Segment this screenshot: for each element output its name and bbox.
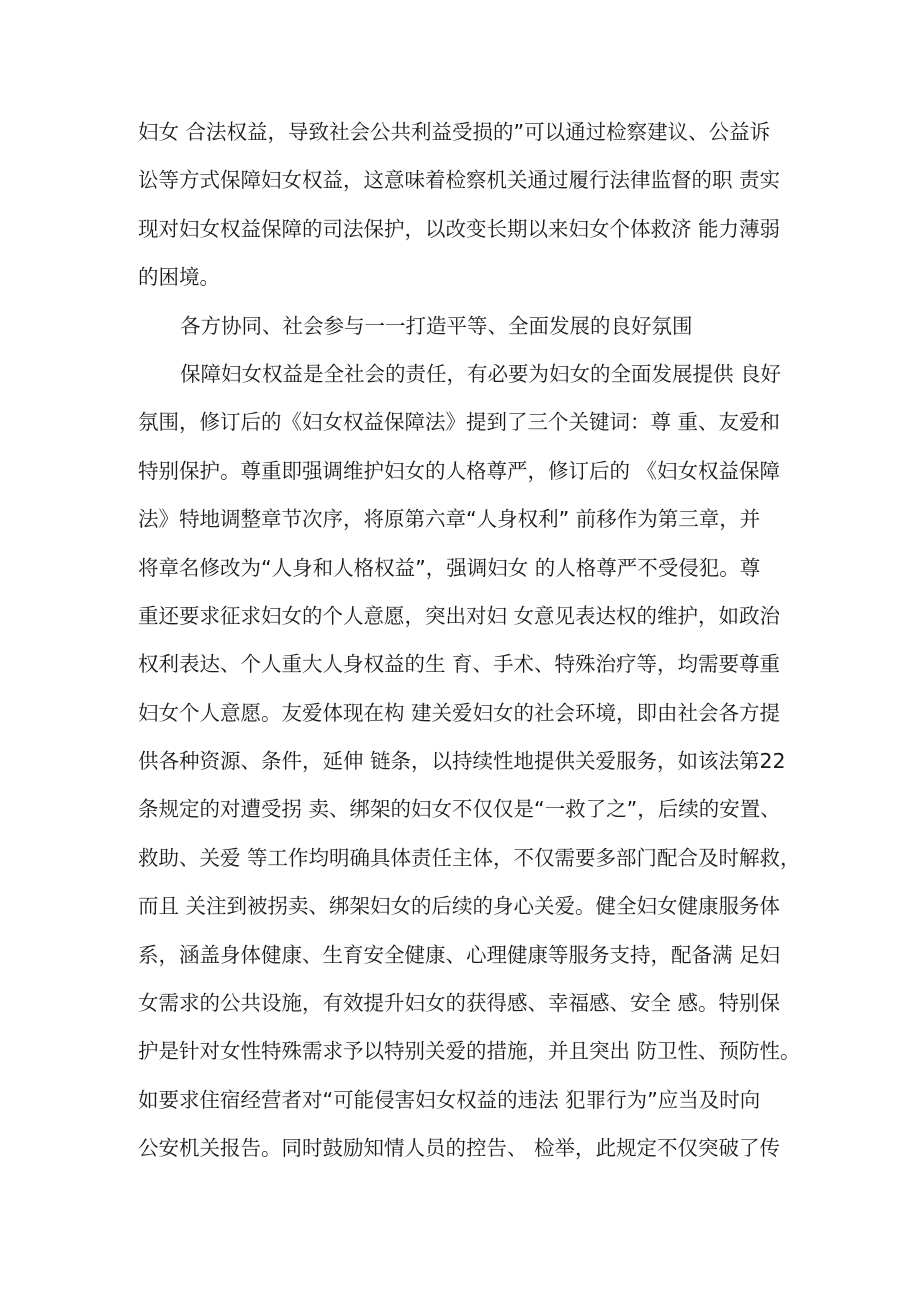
text-line: 妇女 合法权益，导致社会公共利益受损的”可以通过检察建议、公益诉 bbox=[138, 120, 771, 144]
section-heading: 各方协同、社会参与一一打造平等、全面发展的良好氛围 bbox=[180, 313, 693, 338]
text-line: 救助、关爱 等工作均明确具体责任主体，不仅需要多部门配合及时解救， bbox=[138, 845, 801, 870]
text-line: 供各种资源、条件，延伸 链条，以持续性地提供关爱服务，如该法第22 bbox=[138, 749, 786, 774]
body-text bbox=[138, 108, 801, 1173]
text-line: 特别保护。尊重即强调维护妇女的人格尊严，修订后的 《妇女权益保障 bbox=[138, 458, 781, 483]
text-line: 如要求住宿经营者对“可能侵害妇女权益的违法 犯罪行为”应当及时向 bbox=[138, 1087, 761, 1112]
text-line: 现对妇女权益保障的司法保护，以改变长期以来妇女个体救济 能力薄弱 bbox=[138, 216, 781, 241]
text-line: 护是针对女性特殊需求予以特别关爱的措施，并且突出 防卫性、预防性。 bbox=[138, 1039, 801, 1064]
text-line: 而且 关注到被拐卖、绑架妇女的后续的身心关爱。健全妇女健康服务体 bbox=[138, 894, 781, 919]
text-line: 公安机关报告。同时鼓励知情人员的控告、 检举，此规定不仅突破了传 bbox=[138, 1136, 781, 1161]
text-line: 条规定的对遭受拐 卖、绑架的妇女不仅仅是“一救了之”，后续的安置、 bbox=[138, 797, 781, 822]
text-line: 重还要求征求妇女的个人意愿，突出对妇 女意见表达权的维护，如政治 bbox=[138, 603, 781, 628]
text-line: 权利表达、个人重大人身权益的生 育、手术、特殊治疗等，均需要尊重 bbox=[138, 652, 781, 677]
text-line: 将章名修改为“人身和人格权益”，强调妇女 的人格尊严不受侵犯。尊 bbox=[138, 555, 761, 580]
text-line: 系，涵盖身体健康、生育安全健康、心理健康等服务支持，配备满 足妇 bbox=[138, 942, 781, 967]
text-line: 的困境。 bbox=[138, 265, 220, 290]
text-line: 女需求的公共设施，有效提升妇女的获得感、幸福感、安全 感。特别保 bbox=[138, 991, 781, 1016]
text-line: 法》特地调整章节次序，将原第六章“人身权利” 前移作为第三章，并 bbox=[138, 507, 761, 532]
text-line: 妇女个人意愿。友爱体现在构 建关爱妇女的社会环境，即由社会各方提 bbox=[138, 700, 781, 725]
text-line: 讼等方式保障妇女权益，这意味着检察机关通过履行法律监督的职 责实 bbox=[138, 168, 781, 193]
text-line: 氛围，修订后的《妇女权益保障法》提到了三个关键词：尊 重、友爱和 bbox=[138, 410, 781, 435]
text-line: 保障妇女权益是全社会的责任，有必要为妇女的全面发展提供 良好 bbox=[180, 361, 782, 386]
